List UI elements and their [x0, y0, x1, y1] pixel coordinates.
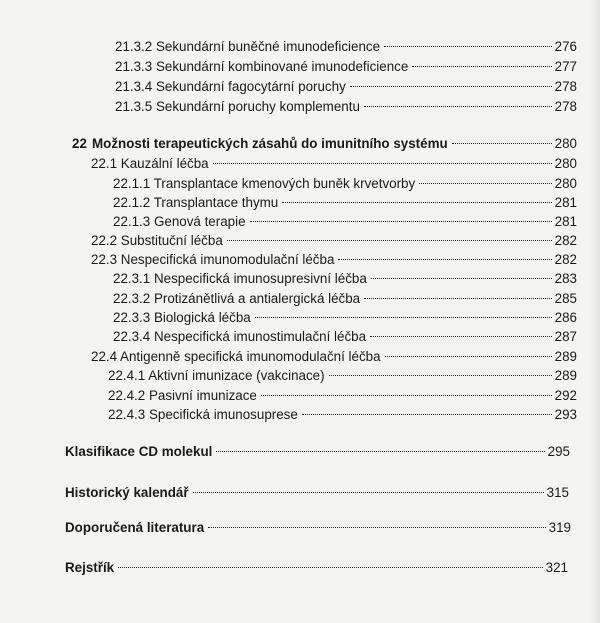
chapter-number: 22: [72, 136, 87, 151]
toc-label: 22.3.4 Nespecifická imunostimulační léčba: [113, 329, 367, 344]
toc-page-number: 295: [547, 444, 570, 459]
toc-label: 22.4.1 Aktivní imunizace (vakcinace): [108, 368, 325, 383]
toc-page-number: 280: [554, 156, 577, 171]
toc-page-number: 285: [554, 291, 577, 306]
toc-row[interactable]: [115, 98, 577, 116]
toc-label: 22.4.2 Pasivní imunizace: [108, 388, 257, 403]
toc-label: 21.3.4 Sekundární fagocytární poruchy: [115, 79, 346, 94]
toc-page-number: 289: [554, 349, 577, 364]
toc-page-number: 280: [554, 176, 577, 191]
toc-leader-dots: [452, 143, 552, 144]
toc-label: 21.3.3 Sekundární kombinované imunodeficience: [115, 59, 409, 74]
toc-row[interactable]: [91, 232, 577, 250]
toc-leader-dots: [118, 567, 543, 568]
toc-row[interactable]: [115, 78, 577, 96]
toc-row[interactable]: [113, 328, 577, 346]
toc-label: 22.3.1 Nespecifická imunosupresivní léčba: [113, 271, 367, 286]
toc-page-number: 282: [554, 233, 577, 248]
toc-page-number: 281: [554, 195, 577, 210]
toc-label: 21.3.5 Sekundární poruchy komplementu: [115, 99, 360, 114]
toc-leader-dots: [250, 221, 552, 222]
toc-row[interactable]: [108, 367, 577, 385]
toc-row[interactable]: [108, 387, 577, 405]
toc-page-number: 280: [554, 136, 577, 151]
toc-page-number: 278: [554, 79, 577, 94]
toc-leader-dots: [329, 375, 552, 376]
toc-leader-dots: [371, 278, 552, 279]
toc-row[interactable]: [115, 38, 577, 56]
toc-row[interactable]: [91, 155, 577, 173]
toc-row[interactable]: [113, 290, 577, 308]
toc-page-number: 286: [554, 310, 577, 325]
page-edge: [590, 0, 600, 623]
toc-leader-dots: [227, 240, 552, 241]
toc-leader-dots: [419, 183, 551, 184]
toc-page-number: 292: [554, 388, 577, 403]
toc-page-number: 278: [554, 99, 577, 114]
toc-page-number: 321: [545, 560, 568, 575]
toc-page-number: 277: [554, 59, 577, 74]
toc-row[interactable]: [108, 406, 577, 424]
toc-leader-dots: [255, 317, 552, 318]
toc-page-number: 319: [548, 520, 571, 535]
toc-leader-dots: [412, 66, 551, 67]
toc-leader-dots: [384, 46, 552, 47]
toc-label: 22.1.1 Transplantace kmenových buněk krvetvorby: [113, 176, 416, 191]
toc-page-number: 276: [554, 39, 577, 54]
toc-chapter-row[interactable]: [72, 135, 577, 153]
toc-section-row[interactable]: [65, 519, 571, 537]
toc-section-row[interactable]: [65, 559, 568, 577]
toc-page-number: 289: [554, 368, 577, 383]
toc-label: 22.1.2 Transplantace thymu: [113, 195, 279, 210]
toc-leader-dots: [208, 527, 546, 528]
toc-page-number: 281: [554, 214, 577, 229]
toc-label: Historický kalendář: [65, 485, 189, 500]
toc-label: Klasifikace CD molekul: [65, 444, 213, 459]
toc-leader-dots: [338, 259, 551, 260]
toc-leader-dots: [350, 86, 552, 87]
toc-leader-dots: [261, 395, 552, 396]
toc-section-row[interactable]: [65, 443, 570, 461]
toc-leader-dots: [364, 298, 552, 299]
toc-label: 22.3.2 Protizánětlivá a antialergická léčba: [113, 291, 361, 306]
toc-page-number: 282: [554, 252, 577, 267]
toc-page-number: 287: [554, 329, 577, 344]
toc-row[interactable]: [113, 213, 577, 231]
toc-leader-dots: [193, 492, 544, 493]
toc-label: 22.1.3 Genová terapie: [113, 214, 246, 229]
toc-leader-dots: [216, 451, 544, 452]
toc-row[interactable]: [91, 348, 577, 366]
toc-label: Možnosti terapeutických zásahů do imunitního systému: [92, 136, 448, 151]
toc-label: 22.2 Substituční léčba: [91, 233, 223, 248]
toc-leader-dots: [282, 202, 551, 203]
toc-page-number: 293: [554, 407, 577, 422]
toc-leader-dots: [213, 163, 552, 164]
toc-label: 21.3.2 Sekundární buněčné imunodeficience: [115, 39, 381, 54]
toc-page-number: 315: [546, 485, 569, 500]
toc-leader-dots: [364, 106, 552, 107]
toc-label: Doporučená literatura: [65, 520, 205, 535]
toc-label: 22.4.3 Specifická imunosuprese: [108, 407, 298, 422]
toc-row[interactable]: [113, 309, 577, 327]
toc-label: 22.4 Antigenně specifická imunomodulační léčba: [91, 349, 381, 364]
toc-label: 22.3 Nespecifická imunomodulační léčba: [91, 252, 335, 267]
toc-row[interactable]: [115, 58, 577, 76]
toc-leader-dots: [370, 336, 552, 337]
toc-leader-dots: [385, 356, 552, 357]
toc-leader-dots: [302, 414, 552, 415]
toc-row[interactable]: [91, 251, 577, 269]
toc-label: 22.1 Kauzální léčba: [91, 156, 209, 171]
toc-label: 22.3.3 Biologická léčba: [113, 310, 251, 325]
toc-label: Rejstřík: [65, 560, 115, 575]
toc-row[interactable]: [113, 194, 577, 212]
toc-page-number: 283: [554, 271, 577, 286]
toc-section-row[interactable]: [65, 484, 569, 502]
toc-row[interactable]: [113, 175, 577, 193]
toc-row[interactable]: [113, 270, 577, 288]
